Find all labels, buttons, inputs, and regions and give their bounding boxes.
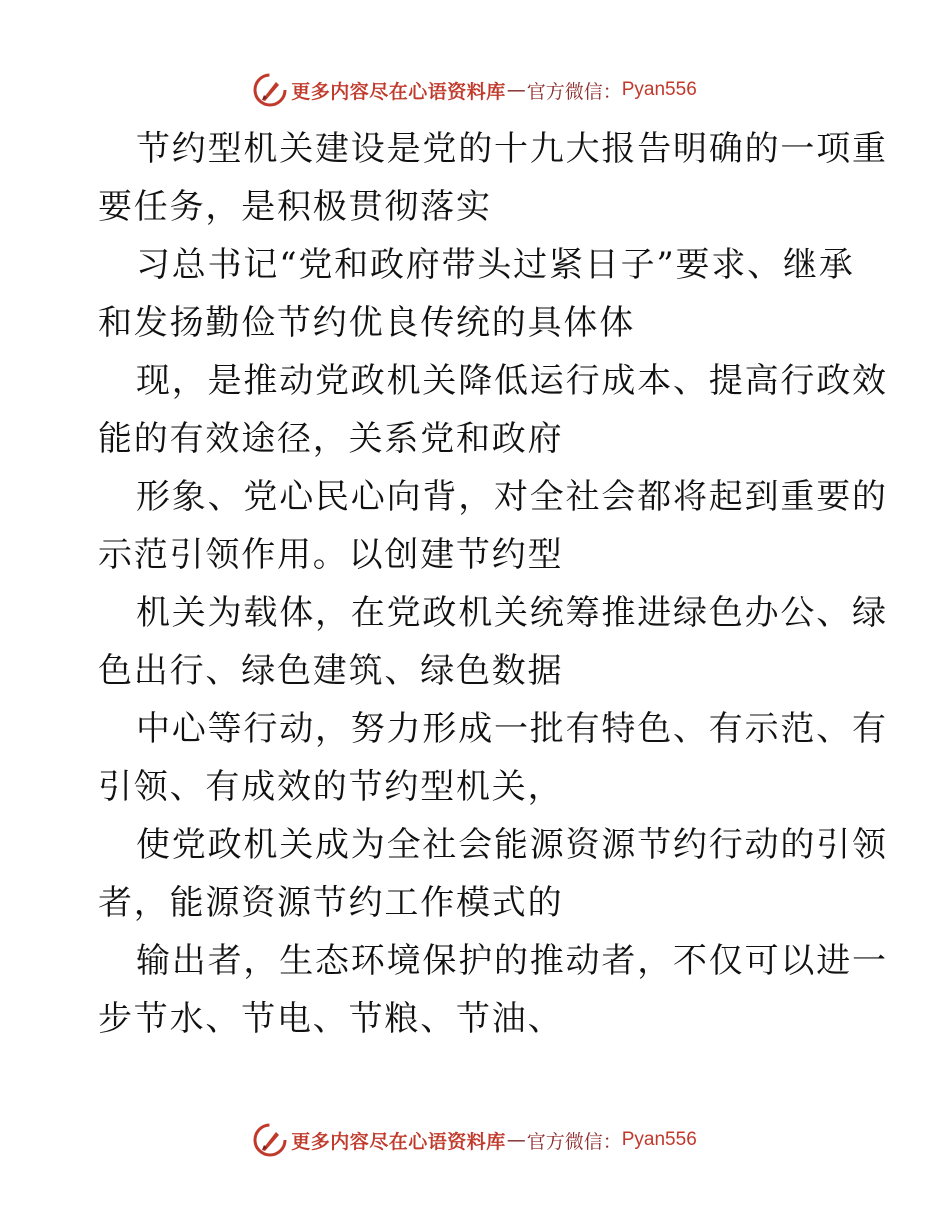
paragraph-line: 示范引领作用。以创建节约型	[98, 535, 564, 575]
paragraph-line: 者，能源资源节约工作模式的	[98, 883, 564, 923]
document-body	[98, 120, 888, 1048]
footer-wechat-id: Pyan556	[621, 1129, 697, 1150]
footer-banner	[0, 1120, 950, 1160]
quill-pen-logo-icon	[253, 1123, 287, 1157]
paragraph-line: 机关为载体，在党政机关统筹推进绿色办公、绿	[136, 593, 888, 633]
paragraph-line: 步节水、节电、节粮、节油、	[98, 999, 564, 1039]
paragraph-line: 和发扬勤俭节约优良传统的具体体	[98, 303, 635, 343]
paragraph-line: 形象、党心民心向背，对全社会都将起到重要的	[136, 477, 888, 517]
footer-brand-text: 更多内容尽在心语资料库	[291, 1130, 506, 1153]
header-separator: —	[506, 79, 526, 101]
header-wechat-id: Pyan556	[621, 79, 697, 100]
header-wechat-label: 官方微信：	[526, 80, 622, 103]
header-banner	[0, 70, 950, 110]
paragraph-line: 输出者，生态环境保护的推动者，不仅可以进一	[136, 941, 888, 981]
paragraph-line: 现，是推动党政机关降低运行成本、提高行政效	[136, 361, 888, 401]
paragraph-line: 使党政机关成为全社会能源资源节约行动的引领	[136, 825, 888, 865]
paragraph-line: 要任务，是积极贯彻落实	[98, 187, 492, 227]
paragraph-line: 引领、有成效的节约型机关，	[98, 767, 564, 807]
footer-separator: —	[506, 1129, 526, 1151]
footer-wechat-label: 官方微信：	[526, 1130, 622, 1153]
header-brand-text: 更多内容尽在心语资料库	[291, 80, 506, 103]
paragraph-line: 习总书记“党和政府带头过紧日子”要求、继承	[136, 245, 855, 285]
quill-pen-logo-icon	[253, 73, 287, 107]
paragraph-line: 中心等行动，努力形成一批有特色、有示范、有	[136, 709, 888, 749]
paragraph-line: 色出行、绿色建筑、绿色数据	[98, 651, 564, 691]
paragraph-line: 节约型机关建设是党的十九大报告明确的一项重	[136, 129, 888, 169]
paragraph-line: 能的有效途径，关系党和政府	[98, 419, 564, 459]
